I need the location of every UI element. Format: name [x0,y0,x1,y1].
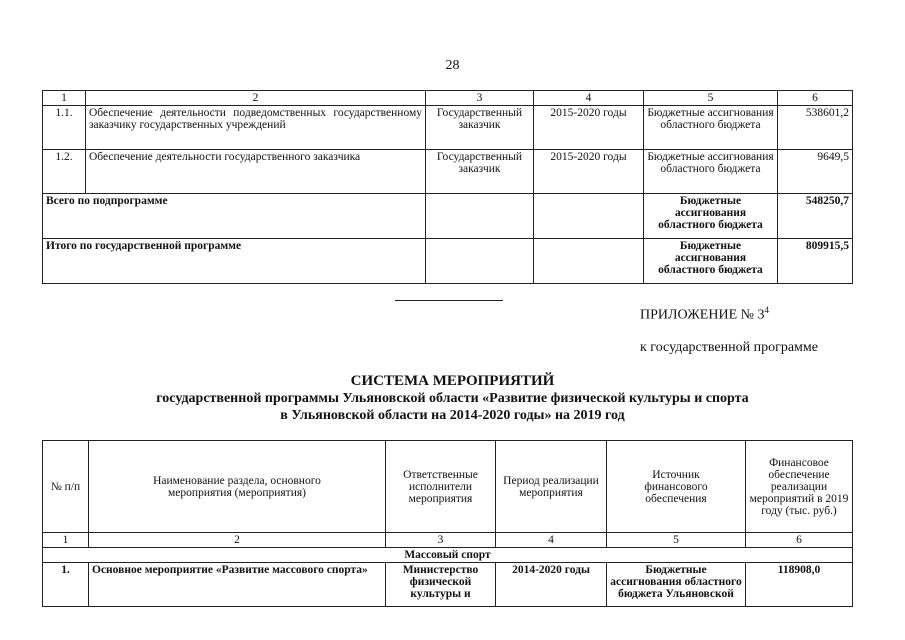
separator-line [395,300,503,301]
row-name: Обеспечение деятельности подведомственных государственному заказчику государственных учреждений [86,106,426,150]
col-number: 2 [89,533,386,548]
empty-cell [426,239,534,284]
appendix-label [640,305,769,324]
table-row [43,106,853,150]
row-number: 1. [43,563,89,607]
col-number: 4 [496,533,607,548]
col-number: 5 [607,533,746,548]
subtotal-label: Всего по подпрограмме [43,194,426,239]
row-executor: Министерство физической культуры и [386,563,496,607]
header-name: Наименование раздела, основного мероприятия (мероприятия) [89,441,386,533]
section-title: Массовый спорт [43,548,853,563]
col-number: 6 [746,533,853,548]
activities-table [42,440,853,607]
row-amount: 118908,0 [746,563,853,607]
total-amount: 809915,5 [778,239,853,284]
row-number: 1.2. [43,150,86,194]
row-source: Бюджетные ассигнования областного бюджета Ульяновской [607,563,746,607]
appendix-text: ПРИЛОЖЕНИЕ № 3 [640,307,765,323]
col-number: 3 [426,91,534,106]
appendix-subtitle: к государственной программе [640,340,818,355]
col-number: 2 [86,91,426,106]
row-period: 2015-2020 годы [534,150,644,194]
subtotal-source: Бюджетные ассигнования областного бюджета [644,194,778,239]
document-subtitle-line2: в Ульяновской области на 2014-2020 годы» на 2019 год [280,408,625,423]
col-number: 3 [386,533,496,548]
row-amount: 538601,2 [778,106,853,150]
col-number: 5 [644,91,778,106]
row-period: 2015-2020 годы [534,106,644,150]
header-num: № п/п [43,441,89,533]
empty-cell [534,194,644,239]
appendix-superscript: 4 [764,305,769,315]
row-name: Основное мероприятие «Развитие массового спорта» [89,563,386,607]
document-title: СИСТЕМА МЕРОПРИЯТИЙ [350,373,555,389]
page-number: 28 [445,58,460,73]
header-source: Источник финансового обеспечения [607,441,746,533]
header-period: Период реализации мероприятия [496,441,607,533]
row-source: Бюджетные ассигнования областного бюджета [644,150,778,194]
row-executor: Государственный заказчик [426,150,534,194]
total-row [43,239,853,284]
empty-cell [426,194,534,239]
row-source: Бюджетные ассигнования областного бюджета [644,106,778,150]
col-number: 1 [43,533,89,548]
table-row [43,150,853,194]
row-number: 1.1. [43,106,86,150]
row-period: 2014-2020 годы [496,563,607,607]
table-header [43,441,853,533]
header-executor: Ответственные исполнители мероприятия [386,441,496,533]
budget-table-top [42,90,853,284]
subtotal-amount: 548250,7 [778,194,853,239]
row-executor: Государственный заказчик [426,106,534,150]
row-name: Обеспечение деятельности государственного заказчика [86,150,426,194]
col-number: 1 [43,91,86,106]
empty-cell [534,239,644,284]
total-source: Бюджетные ассигнования областного бюджета [644,239,778,284]
row-amount: 9649,5 [778,150,853,194]
header-amount: Финансовое обеспечение реализации мероприятий в 2019 году (тыс. руб.) [746,441,853,533]
document-subtitle-line1: государственной программы Ульяновской области «Развитие физической культуры и спорта [156,391,749,406]
subtotal-row [43,194,853,239]
col-number: 6 [778,91,853,106]
col-number: 4 [534,91,644,106]
table-row [43,563,853,607]
total-label: Итого по государственной программе [43,239,426,284]
